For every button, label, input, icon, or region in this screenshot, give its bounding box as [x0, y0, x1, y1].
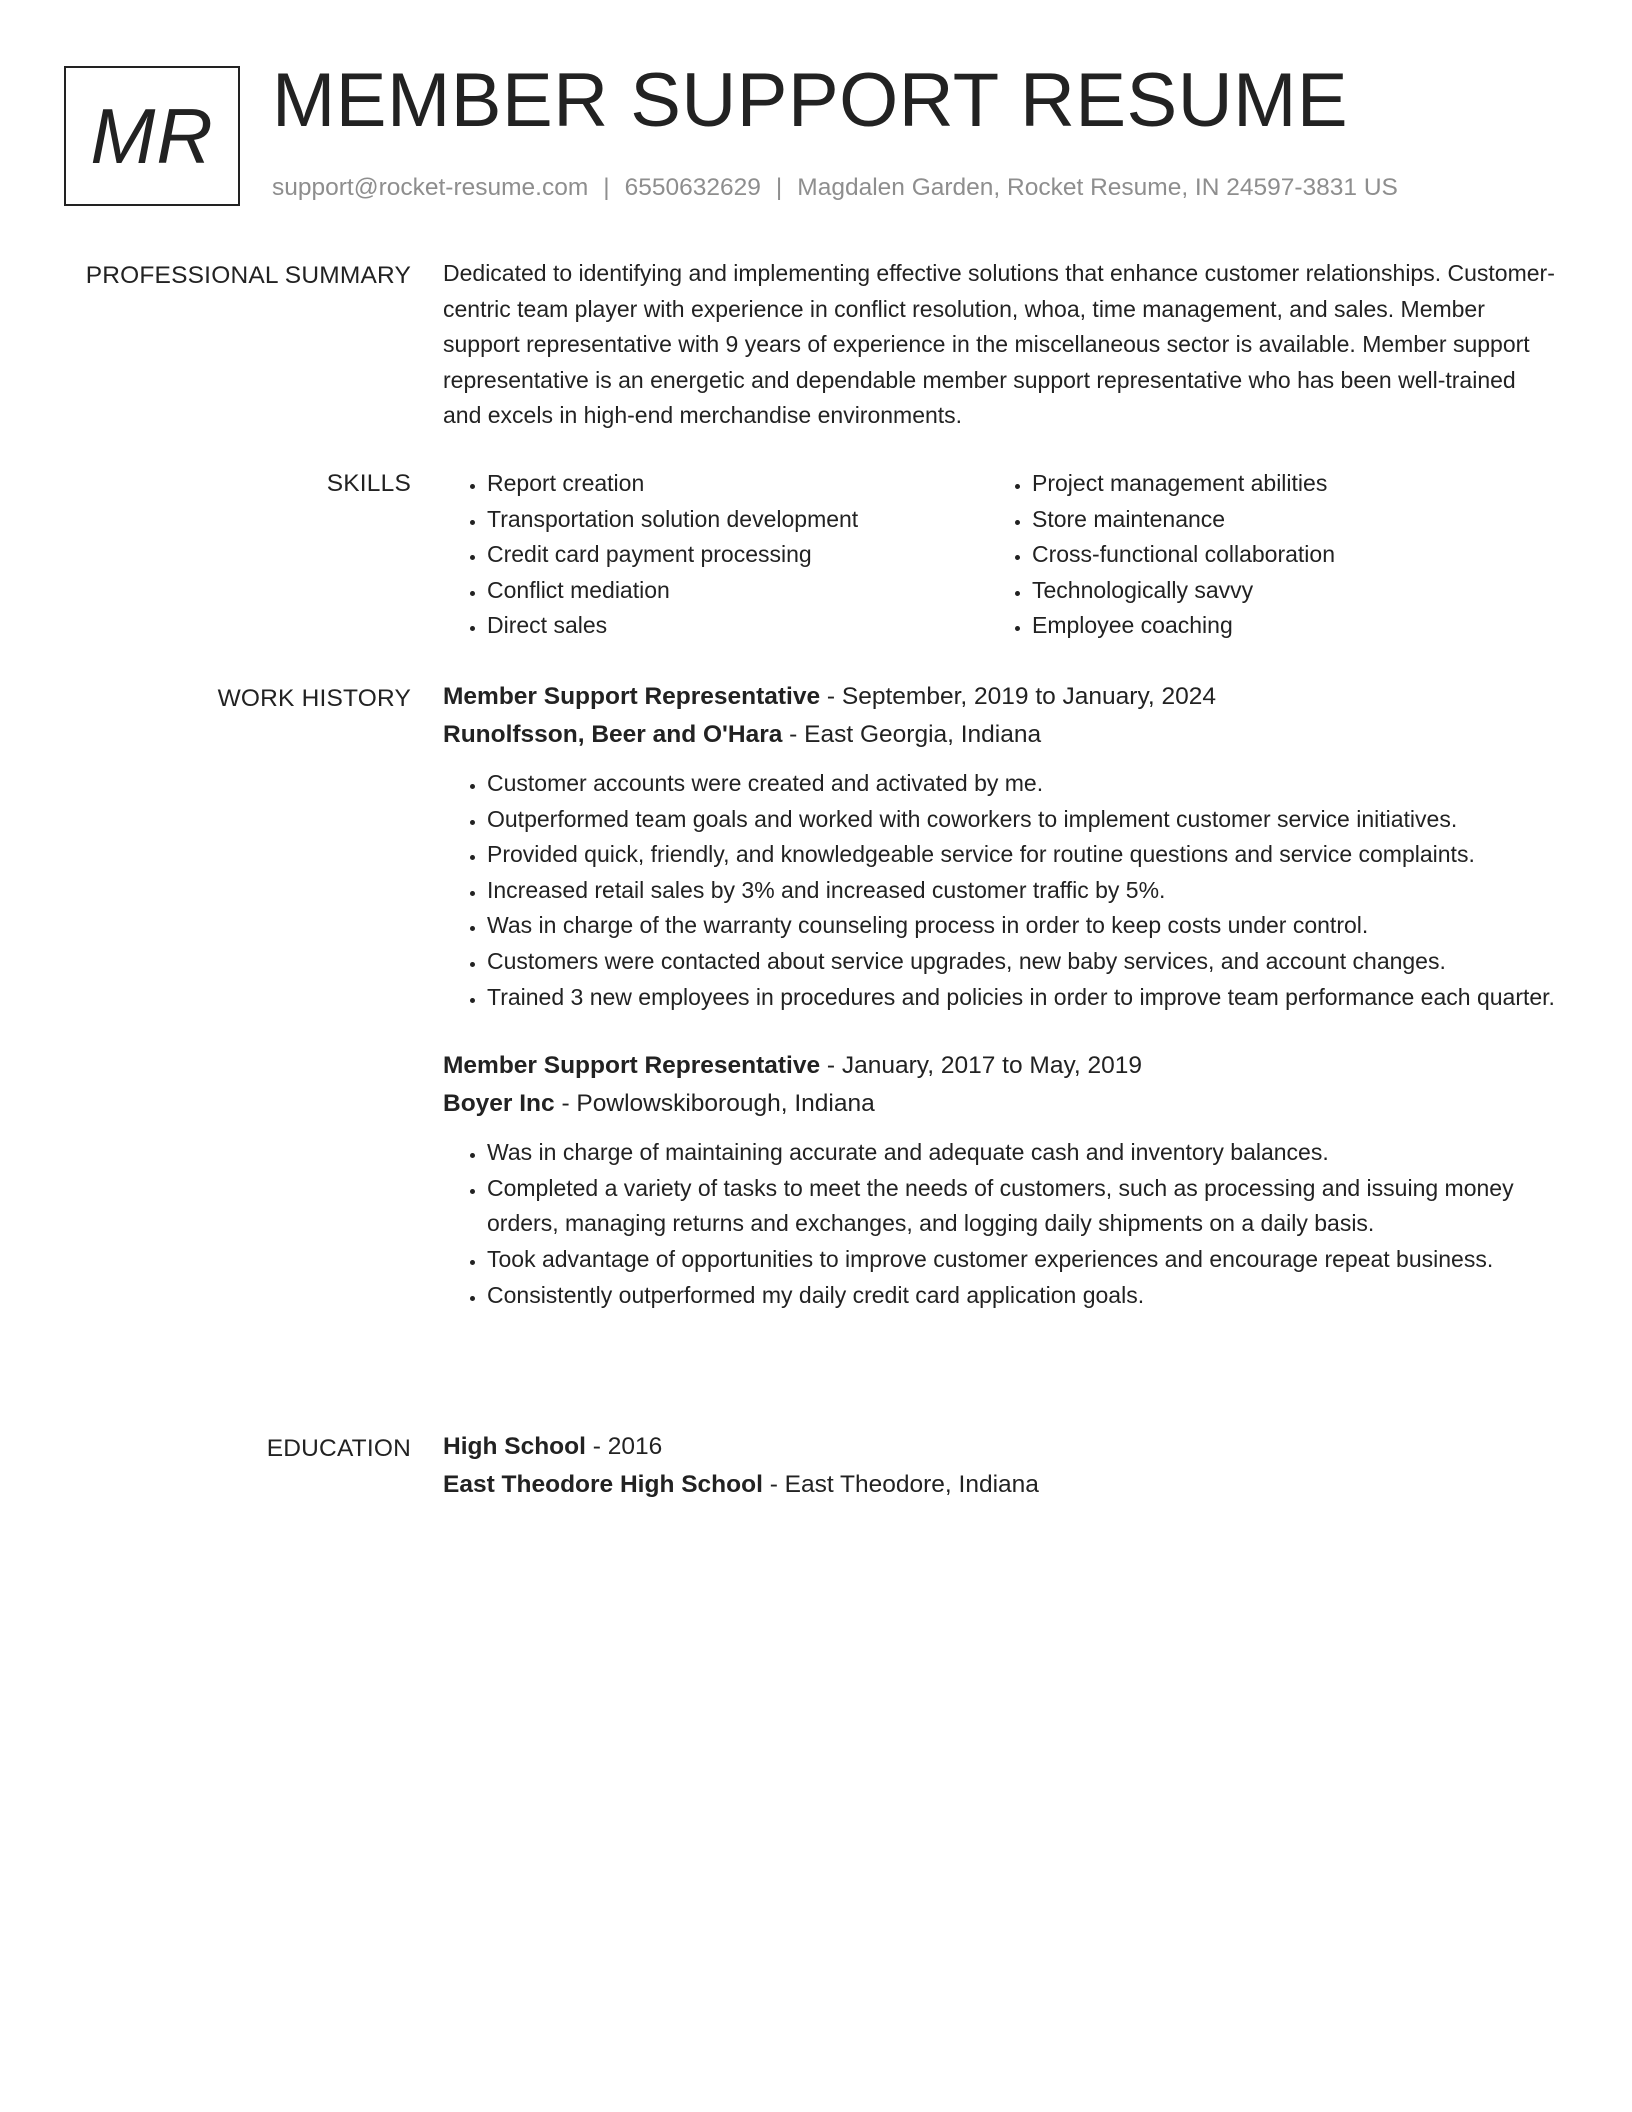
job-company: Runolfsson, Beer and O'Hara: [443, 721, 783, 748]
job-bullets: [443, 766, 1558, 1015]
skills-column-right: [988, 466, 1533, 644]
job-title-line: [443, 678, 1558, 716]
contact-line: [272, 172, 1398, 204]
education-degree: High School: [443, 1433, 586, 1460]
skill-item: • Project management abilities: [1032, 466, 1533, 502]
skill-item: • Employee coaching: [1032, 608, 1533, 644]
job-bullet: • Provided quick, friendly, and knowledgeable service for routine questions and service complaints.: [487, 837, 1558, 873]
skill-item: • Store maintenance: [1032, 502, 1533, 538]
job-entry: [443, 1047, 1558, 1313]
skills-column-left: [443, 466, 988, 644]
skill-item: • Credit card payment processing: [487, 537, 988, 573]
job-title: Member Support Representative: [443, 1052, 821, 1080]
job-bullet: • Consistently outperformed my daily credit card application goals.: [487, 1278, 1558, 1314]
skills-body: [443, 466, 1558, 644]
skill-item: • Report creation: [487, 466, 988, 502]
education-degree-line: [443, 1428, 1558, 1466]
skill-item: • Conflict mediation: [487, 573, 988, 609]
contact-address: Magdalen Garden, Rocket Resume, IN 24597-3831 US: [797, 174, 1398, 201]
skill-item: • Cross-functional collaboration: [1032, 537, 1533, 573]
job-bullet: • Customers were contacted about service upgrades, new baby services, and account changes.: [487, 944, 1558, 980]
job-bullet: • Was in charge of the warranty counseling process in order to keep costs under control.: [487, 908, 1558, 944]
work-history-heading: WORK HISTORY: [217, 685, 411, 712]
job-title: Member Support Representative: [443, 683, 821, 710]
skill-item: • Technologically savvy: [1032, 573, 1533, 609]
skills-heading: SKILLS: [326, 470, 411, 497]
job-dates: - January, 2017 to May, 2019: [820, 1052, 1142, 1080]
summary-text: Dedicated to identifying and implementing effective solutions that enhance customer relationships. Customer-centric team player with experience in conflict resolution, whoa, time management, and sales. Member support representative with 9 years of experience in the miscellaneous sector is available. Member support representative is an energetic and dependable member support representative who has been well-trained and excels in high-end merchandise environments.: [443, 260, 1555, 429]
job-bullet: • Customer accounts were created and activated by me.: [487, 766, 1558, 802]
skill-item: • Direct sales: [487, 608, 988, 644]
job-bullet: • Completed a variety of tasks to meet the needs of customers, such as processing and issuing money orders, managing returns and exchanges, and logging daily shipments on a daily basis.: [487, 1171, 1558, 1242]
work-history-body: [443, 678, 1558, 1313]
monogram-initials: MR: [90, 91, 214, 180]
job-location: - East Georgia, Indiana: [782, 721, 1042, 748]
job-bullet: • Outperformed team goals and worked with coworkers to implement customer service initiatives.: [487, 802, 1558, 838]
job-bullet: • Took advantage of opportunities to improve customer experiences and encourage repeat business.: [487, 1242, 1558, 1278]
job-bullet: • Increased retail sales by 3% and increased customer traffic by 5%.: [487, 873, 1558, 909]
education-body: [443, 1428, 1558, 1516]
job-entry: [443, 678, 1558, 1015]
job-bullet: • Trained 3 new employees in procedures and policies in order to improve team performance each quarter.: [487, 980, 1558, 1016]
contact-separator: |: [775, 174, 783, 201]
contact-email: support@rocket-resume.com: [272, 174, 589, 201]
education-school: East Theodore High School: [443, 1471, 763, 1498]
skill-item: • Transportation solution development: [487, 502, 988, 538]
contact-phone: 6550632629: [624, 174, 761, 201]
summary-heading: PROFESSIONAL SUMMARY: [85, 262, 411, 289]
job-dates: - September, 2019 to January, 2024: [820, 683, 1217, 710]
education-year: - 2016: [585, 1433, 663, 1460]
contact-separator: |: [603, 174, 610, 201]
job-bullet: • Was in charge of maintaining accurate and adequate cash and inventory balances.: [487, 1135, 1558, 1171]
job-company-line: [443, 1085, 1558, 1123]
job-company-line: [443, 716, 1558, 754]
education-heading: EDUCATION: [266, 1435, 411, 1462]
job-location: - Powlowskiborough, Indiana: [554, 1090, 875, 1118]
job-bullets: [443, 1135, 1558, 1313]
education-location: - East Theodore, Indiana: [762, 1471, 1039, 1498]
education-school-line: [443, 1466, 1558, 1504]
resume-title: MEMBER SUPPORT RESUME: [272, 58, 1349, 143]
job-title-line: [443, 1047, 1558, 1085]
monogram-box: [64, 66, 240, 206]
job-company: Boyer Inc: [443, 1090, 555, 1118]
